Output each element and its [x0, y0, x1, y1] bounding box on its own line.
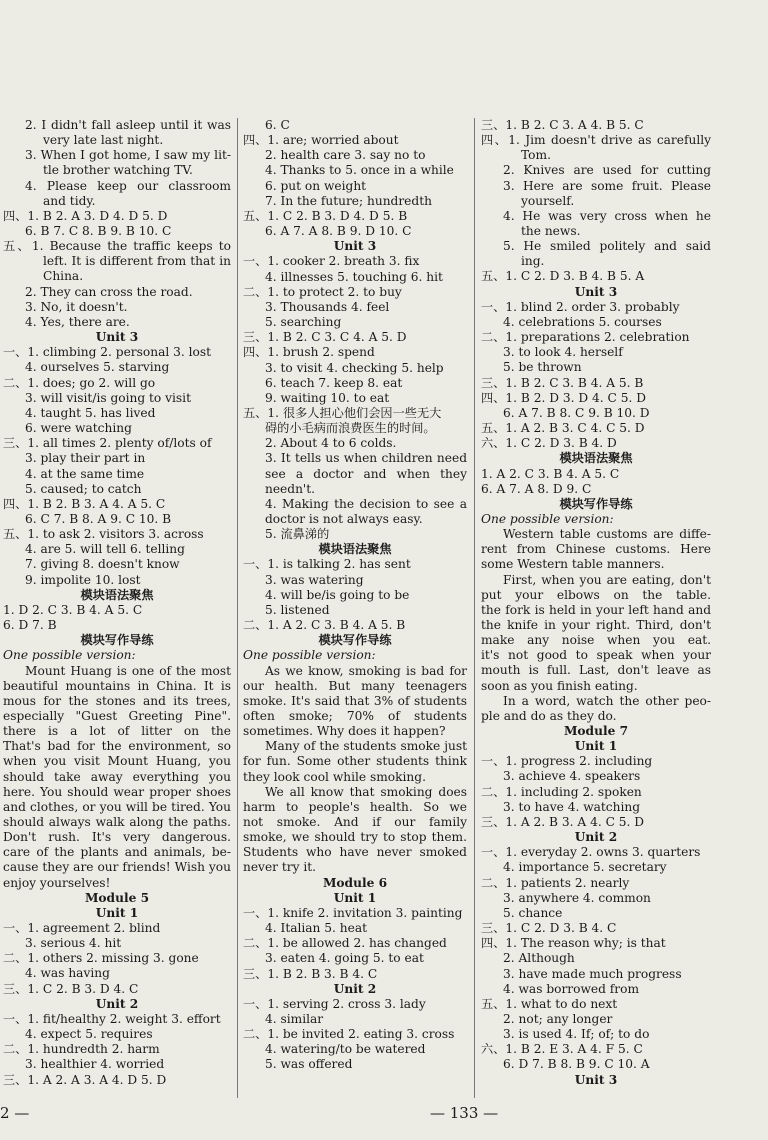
answer-line: sometimes. Why does it happen?: [243, 724, 446, 739]
answer-line: 二、1. to protect 2. to buy: [243, 284, 402, 299]
answer-line: for fun. Some other students think: [243, 754, 467, 769]
answer-line: beautiful mountains in China. It is: [3, 678, 231, 693]
answer-line: and tidy.: [43, 193, 96, 208]
answer-line: 5. caused; to catch: [25, 481, 142, 496]
answer-line: some Western table manners.: [481, 557, 665, 572]
answer-line: One possible version:: [481, 511, 614, 526]
answer-line: and clothes, or you will be tired. You: [3, 799, 231, 814]
answer-line: 5. was offered: [265, 1057, 353, 1072]
section-heading: 模块写作导练: [559, 496, 633, 511]
column-middle: [243, 118, 467, 1073]
section-heading: 模块语法聚焦: [80, 587, 154, 602]
answer-line: 2. I didn't fall asleep until it was: [25, 118, 231, 132]
answer-line: 二、1. be allowed 2. has changed: [243, 936, 447, 951]
answer-line: smoke. It's said that 3% of students: [243, 693, 467, 708]
answer-line: not smoke. And if our family: [243, 815, 467, 830]
answer-line: 四、1. B 2. A 3. D 4. D 5. D: [3, 208, 168, 223]
answer-line: Students who have never smoked: [243, 845, 467, 860]
answer-line: 3. eaten 4. going 5. to eat: [265, 951, 424, 966]
answer-line: 五、1. Because the traffic keeps to: [3, 239, 231, 254]
answer-line: 6. A 7. B 8. C 9. B 10. D: [503, 405, 650, 420]
answer-line: very late last night.: [43, 133, 164, 148]
column-divider: [474, 118, 475, 1098]
answer-line: 4. was borrowed from: [503, 981, 640, 996]
answer-line: 一、1. is talking 2. has sent: [243, 557, 411, 572]
answer-line: First, when you are eating, don't: [503, 572, 711, 587]
answer-line: One possible version:: [243, 648, 376, 663]
answer-line: 一、1. progress 2. including: [481, 754, 653, 769]
answer-line: 6. A 7. A 8. B 9. D 10. C: [265, 224, 412, 239]
answer-line: mous for the stones and its trees,: [3, 693, 231, 708]
answer-line: rent from Chinese customs. Here: [481, 542, 711, 557]
answer-line: 2. They can cross the road.: [25, 284, 193, 299]
answer-line: mouth is full. Last, don't leave as: [481, 663, 711, 678]
section-heading: Unit 2: [333, 981, 377, 996]
section-heading: Unit 3: [333, 239, 377, 254]
section-heading: 模块写作导练: [318, 633, 392, 648]
answer-line: 4. Thanks to 5. once in a while: [265, 163, 454, 178]
answer-line: 2. About 4 to 6 colds.: [265, 436, 397, 451]
answer-line: 3. to visit 4. checking 5. help: [265, 360, 444, 375]
section-heading: Module 6: [322, 875, 388, 890]
answer-line: 四、1. B 2. B 3. A 4. A 5. C: [3, 496, 166, 511]
answer-line: 三、1. A 2. B 3. A 4. C 5. D: [481, 814, 645, 829]
section-heading: Unit 3: [574, 284, 618, 299]
section-heading: Unit 3: [95, 330, 139, 345]
answer-line: doctor is not always easy.: [265, 512, 423, 527]
answer-line: 五、1. A 2. B 3. C 4. C 5. D: [481, 421, 645, 436]
answer-line: 1. A 2. C 3. B 4. A 5. C: [481, 466, 620, 481]
section-heading: Module 5: [84, 890, 150, 905]
answer-line: 4. taught 5. has lived: [25, 405, 156, 420]
answer-line: harm to people's health. So we: [243, 799, 467, 814]
answer-line: 碍的小毛病而浪费医生的时间。: [265, 421, 436, 436]
answer-line: 2. Although: [503, 951, 575, 966]
answer-line: 五、1. C 2. D 3. B 4. B 5. A: [481, 269, 645, 284]
answer-line: We all know that smoking does: [265, 784, 467, 799]
answer-line: 2. not; any longer: [503, 1011, 613, 1026]
answer-line: often smoke; 70% of students: [243, 709, 467, 723]
answer-line: 3. serious 4. hit: [25, 936, 122, 951]
answer-line: 3. No, it doesn't.: [25, 299, 128, 314]
answer-line: 4. watering/to be watered: [265, 1042, 426, 1057]
answer-line: 4. Please keep our classroom: [25, 178, 231, 193]
answer-line: 二、1. others 2. missing 3. gone: [3, 951, 199, 966]
answer-line: 4. at the same time: [25, 466, 145, 481]
answer-line: 4. He was very cross when he: [503, 208, 711, 223]
answer-line: 五、1. to ask 2. visitors 3. across: [3, 527, 204, 542]
answer-line: 9. waiting 10. to eat: [265, 390, 390, 405]
answer-line: As we know, smoking is bad for: [265, 663, 467, 678]
answer-line: Western table customs are diffe-: [503, 527, 711, 542]
answer-line: care of the plants and animals, be-: [3, 845, 231, 860]
answer-line: 2. health care 3. say no to: [265, 148, 426, 163]
answer-line: 5. be thrown: [503, 360, 582, 375]
answer-line: 三、1. A 2. A 3. A 4. D 5. D: [3, 1072, 167, 1087]
answer-line: 4. illnesses 5. touching 6. hit: [265, 269, 443, 284]
answer-line: 3. to look 4. herself: [503, 345, 623, 360]
answer-line: 4. similar: [265, 1012, 324, 1026]
answer-line: never try it.: [243, 860, 317, 875]
answer-line: 6. B 7. C 8. B 9. B 10. C: [25, 224, 172, 239]
answer-line: should always walk along the paths.: [3, 814, 231, 829]
answer-line: 5. chance: [503, 905, 563, 920]
answer-line: China.: [43, 269, 84, 284]
column-right: [481, 118, 711, 1088]
answer-line: 6. A 7. A 8. D 9. C: [481, 481, 592, 496]
answer-line: 三、1. B 2. B 3. B 4. C: [243, 966, 378, 981]
footer-left-page-number: 2 —: [0, 1104, 30, 1122]
answer-line: 3. to have 4. watching: [503, 799, 641, 814]
section-heading: Unit 1: [95, 905, 139, 920]
answer-line: see a doctor and when they: [265, 466, 467, 481]
answer-line: our health. But many teenagers: [243, 678, 467, 693]
answer-line: there is a lot of litter on the: [3, 724, 231, 739]
answer-line: when you visit Mount Huang, you: [3, 754, 231, 769]
answer-line: tle brother watching TV.: [43, 163, 193, 178]
answer-line: 6. C: [265, 118, 290, 132]
answer-line: 4. Making the decision to see a: [265, 496, 467, 511]
section-heading: Unit 2: [574, 830, 618, 845]
answer-line: 6. D 7. B 8. B 9. C 10. A: [503, 1057, 650, 1072]
footer-page-number: — 133 —: [430, 1104, 499, 1122]
answer-line: soon as you finish eating.: [481, 678, 638, 693]
answer-line: 四、1. The reason why; is that: [481, 936, 666, 951]
section-heading: Unit 1: [574, 739, 618, 754]
section-heading: 模块写作导练: [80, 633, 154, 648]
section-heading: 模块语法聚焦: [318, 542, 392, 557]
answer-line: ing.: [521, 254, 545, 269]
answer-line: enjoy yourselves!: [3, 875, 111, 890]
answer-line: 4. importance 5. secretary: [503, 860, 667, 875]
answer-line: 一、1. fit/healthy 2. weight 3. effort: [3, 1011, 221, 1026]
answer-line: 二、1. including 2. spoken: [481, 784, 642, 799]
answer-line: 五、1. 很多人担心他们会因一些无大: [243, 405, 442, 420]
section-heading: 模块语法聚焦: [559, 451, 633, 466]
answer-line: yourself.: [521, 193, 575, 208]
answer-line: Many of the students smoke just: [265, 739, 467, 754]
answer-line: Tom.: [521, 148, 551, 163]
column-divider: [237, 118, 238, 1098]
answer-line: 6. teach 7. keep 8. eat: [265, 375, 403, 390]
answer-line: 5. He smiled politely and said: [503, 239, 711, 254]
answer-line: left. It is different from that in: [43, 254, 231, 269]
answer-line: make any noise when you eat.: [481, 633, 711, 648]
answer-line: 三、1. C 2. B 3. D 4. C: [3, 981, 139, 996]
answer-line: 5. 流鼻涕的: [265, 527, 330, 542]
answer-line: 4. ourselves 5. starving: [25, 360, 170, 375]
answer-line: 六、1. B 2. E 3. A 4. F 5. C: [481, 1042, 643, 1057]
answer-line: 4. was having: [25, 966, 110, 981]
answer-line: 3. was watering: [265, 572, 364, 587]
answer-line: 9. impolite 10. lost: [25, 572, 141, 587]
answer-line: the fork is held in your left hand and: [481, 602, 711, 617]
answer-line: 6. put on weight: [265, 178, 367, 193]
answer-line: 3. anywhere 4. common: [503, 890, 651, 905]
answer-line: 四、1. B 2. D 3. D 4. C 5. D: [481, 390, 646, 405]
answer-line: 二、1. A 2. C 3. B 4. A 5. B: [243, 618, 406, 633]
answer-line: the knife in your right. Third, don't: [481, 618, 711, 632]
answer-line: 3. will visit/is going to visit: [25, 390, 191, 405]
answer-line: 4. celebrations 5. courses: [503, 314, 662, 329]
answer-line: ple and do as they do.: [481, 708, 617, 723]
answer-line: 三、1. C 2. D 3. B 4. C: [481, 921, 617, 936]
answer-line: 五、1. C 2. B 3. D 4. D 5. B: [243, 208, 408, 223]
answer-line: 一、1. serving 2. cross 3. lady: [243, 996, 426, 1011]
answer-line: 5. listened: [265, 602, 330, 617]
answer-line: needn't.: [265, 481, 316, 496]
answer-line: 三、1. B 2. C 3. C 4. A 5. D: [243, 330, 407, 345]
answer-line: 3. Thousands 4. feel: [265, 299, 390, 314]
answer-line: 3. is used 4. If; of; to do: [503, 1027, 650, 1042]
answer-line: 三、1. B 2. C 3. A 4. B 5. C: [481, 118, 644, 132]
answer-line: 一、1. everyday 2. owns 3. quarters: [481, 845, 701, 860]
answer-line: 6. D 7. B: [3, 618, 57, 633]
answer-line: 4. Italian 5. heat: [265, 921, 367, 936]
answer-line: 二、1. hundredth 2. harm: [3, 1042, 160, 1057]
section-heading: Unit 1: [333, 890, 377, 905]
answer-line: One possible version:: [3, 648, 136, 663]
answer-line: 一、1. blind 2. order 3. probably: [481, 299, 680, 314]
answer-line: 二、1. patients 2. nearly: [481, 875, 630, 890]
answer-line: the news.: [521, 224, 581, 239]
answer-line: 6. were watching: [25, 421, 132, 436]
answer-line: 二、1. does; go 2. will go: [3, 375, 156, 390]
answer-line: cause they are our friends! Wish you: [3, 860, 231, 875]
answer-line: 三、1. B 2. C 3. B 4. A 5. B: [481, 375, 644, 390]
answer-line: 一、1. climbing 2. personal 3. lost: [3, 345, 211, 360]
answer-line: 3. healthier 4. worried: [25, 1057, 165, 1072]
section-heading: Module 7: [563, 724, 629, 739]
answer-line: 四、1. are; worried about: [243, 133, 399, 148]
answer-line: 五、1. what to do next: [481, 996, 618, 1011]
answer-line: 3. When I got home, I saw my lit-: [25, 148, 231, 163]
answer-line: it's not good to speak when your: [481, 648, 711, 663]
answer-line: 3. have made much progress: [503, 966, 682, 981]
answer-line: they look cool while smoking.: [243, 769, 426, 784]
answer-line: 一、1. knife 2. invitation 3. painting: [243, 905, 463, 920]
answer-line: 四、1. Jim doesn't drive as carefully: [481, 133, 711, 148]
answer-line: Don't rush. It's very dangerous.: [3, 830, 231, 845]
answer-line: 4. expect 5. requires: [25, 1027, 153, 1042]
answer-line: Mount Huang is one of the most: [25, 663, 231, 678]
answer-line: smoke, we should try to stop them.: [243, 830, 467, 845]
answer-line: 4. Yes, there are.: [25, 314, 130, 329]
answer-line: 1. D 2. C 3. B 4. A 5. C: [3, 602, 143, 617]
answer-line: In a word, watch the other peo-: [503, 693, 711, 708]
column-left: [3, 118, 231, 1088]
answer-line: 3. It tells us when children need: [265, 451, 467, 466]
answer-line: 7. In the future; hundredth: [265, 193, 432, 208]
answer-line: 四、1. brush 2. spend: [243, 345, 375, 360]
answer-line: 一、1. agreement 2. blind: [3, 920, 161, 935]
section-heading: Unit 2: [95, 996, 139, 1011]
answer-line: 六、1. C 2. D 3. B 4. D: [481, 436, 617, 451]
answer-line: here. You should wear proper shoes: [3, 784, 231, 799]
answer-line: 三、1. all times 2. plenty of/lots of: [3, 436, 212, 451]
section-heading: Unit 3: [574, 1072, 618, 1087]
answer-line: 2. Knives are used for cutting: [503, 163, 711, 178]
answer-line: especially "Guest Greeting Pine".: [3, 708, 231, 723]
answer-line: 3. play their part in: [25, 451, 146, 466]
answer-line: 二、1. preparations 2. celebration: [481, 330, 690, 345]
answer-line: That's bad for the environment, so: [3, 739, 231, 754]
answer-line: 5. searching: [265, 315, 342, 330]
answer-line: 一、1. cooker 2. breath 3. fix: [243, 254, 420, 269]
answer-line: put your elbows on the table.: [481, 587, 711, 602]
answer-line: 3. Here are some fruit. Please: [503, 178, 711, 193]
answer-line: 6. C 7. B 8. A 9. C 10. B: [25, 511, 172, 526]
answer-line: should take away everything you: [3, 769, 231, 784]
answer-line: 3. achieve 4. speakers: [503, 769, 641, 784]
answer-line: 4. are 5. will tell 6. telling: [25, 542, 185, 557]
answer-line: 4. will be/is going to be: [265, 587, 410, 602]
answer-line: 二、1. be invited 2. eating 3. cross: [243, 1027, 455, 1042]
answer-line: 7. giving 8. doesn't know: [25, 557, 180, 572]
